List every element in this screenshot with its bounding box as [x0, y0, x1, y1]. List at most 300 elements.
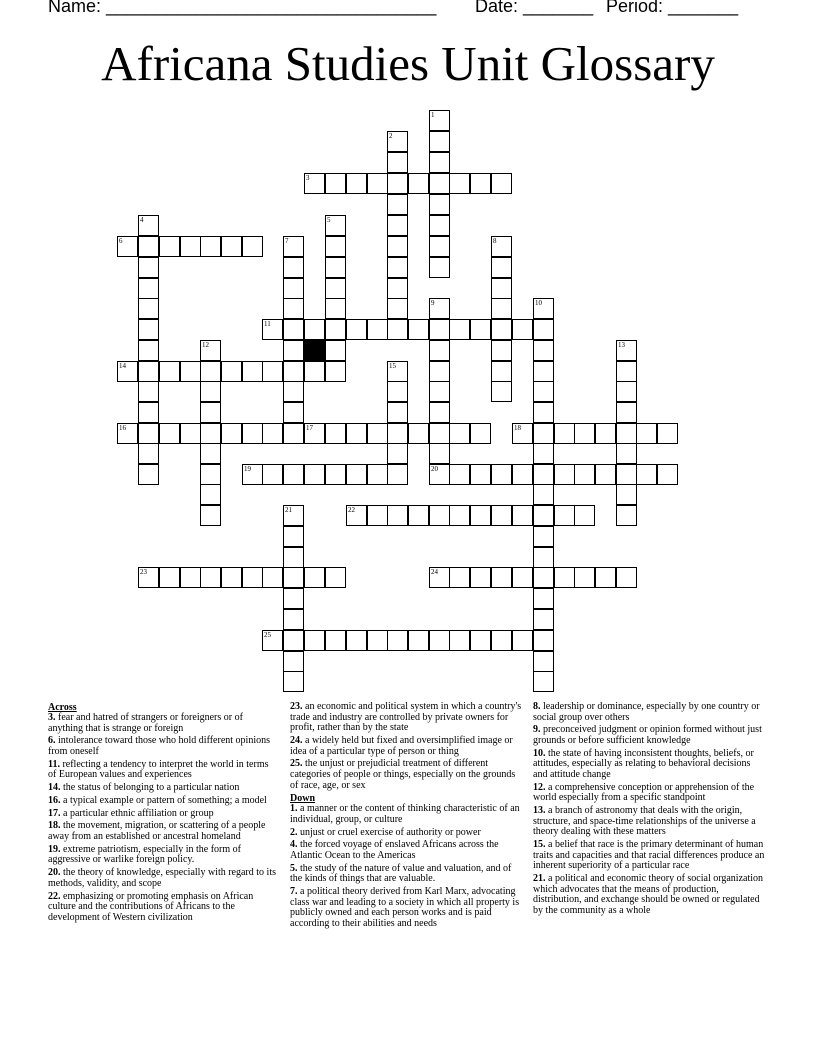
crossword-cell[interactable] [533, 361, 554, 382]
clue-number: 23 [140, 568, 147, 576]
crossword-cell[interactable] [657, 464, 678, 485]
crossword-cell[interactable] [387, 173, 408, 194]
crossword-cell[interactable] [408, 173, 429, 194]
crossword-cell[interactable] [262, 567, 283, 588]
crossword-cell[interactable] [200, 423, 221, 444]
clue-text: a political and economic theory of social organization which advocates that the means of production, distribution, and exchange should be owned or regulated by the community as a whole [533, 873, 764, 916]
crossword-cell[interactable] [533, 505, 554, 526]
crossword-cell[interactable] [491, 319, 512, 340]
crossword-cell[interactable] [325, 464, 346, 485]
crossword-cell[interactable] [429, 236, 450, 257]
crossword-cell[interactable] [325, 278, 346, 299]
crossword-cell[interactable] [449, 319, 470, 340]
clue-number: 2 [389, 132, 393, 140]
crossword-cell[interactable] [304, 361, 325, 382]
crossword-cell[interactable] [491, 298, 512, 319]
crossword-cell[interactable] [595, 464, 616, 485]
crossword-cell[interactable] [159, 236, 180, 257]
crossword-cell[interactable] [616, 484, 637, 505]
crossword-cell[interactable] [283, 609, 304, 630]
crossword-cell[interactable] [159, 423, 180, 444]
clue-number-label: 13. [533, 805, 546, 817]
crossword-cell[interactable] [408, 319, 429, 340]
clue-item [48, 892, 276, 924]
crossword-cell[interactable] [283, 526, 304, 547]
crossword-cell[interactable] [387, 236, 408, 257]
crossword-cell[interactable] [429, 298, 450, 319]
crossword-cell[interactable] [180, 423, 201, 444]
crossword-cell[interactable] [533, 567, 554, 588]
crossword-cell[interactable] [304, 464, 325, 485]
crossword-cell[interactable] [283, 278, 304, 299]
crossword-cell[interactable] [387, 381, 408, 402]
date-field[interactable]: Date: _______ [475, 0, 594, 16]
crossword-cell[interactable] [283, 257, 304, 278]
crossword-cell[interactable] [616, 381, 637, 402]
crossword-cell[interactable] [200, 381, 221, 402]
crossword-cell[interactable] [200, 484, 221, 505]
crossword-cell[interactable] [387, 194, 408, 215]
crossword-cell[interactable] [512, 319, 533, 340]
crossword-cell[interactable] [387, 152, 408, 173]
crossword-cell[interactable] [512, 630, 533, 651]
crossword-cell[interactable] [387, 361, 408, 382]
clue-number: 15 [389, 362, 396, 370]
crossword-cell[interactable] [242, 236, 263, 257]
crossword-cell[interactable] [429, 630, 450, 651]
clue-number: 18 [514, 424, 521, 432]
crossword-cell[interactable] [470, 173, 491, 194]
crossword-cell[interactable] [449, 567, 470, 588]
crossword-cell[interactable] [574, 505, 595, 526]
crossword-cell[interactable] [429, 194, 450, 215]
crossword-cell[interactable] [636, 423, 657, 444]
crossword-cell[interactable] [616, 505, 637, 526]
crossword-cell[interactable] [491, 630, 512, 651]
crossword-cell[interactable] [283, 547, 304, 568]
crossword-cell[interactable] [367, 630, 388, 651]
clue-number-label: 18. [48, 820, 61, 832]
crossword-cell[interactable] [387, 443, 408, 464]
crossword-cell[interactable] [138, 278, 159, 299]
crossword-cell[interactable] [491, 173, 512, 194]
clue-number-label: 20. [48, 867, 61, 879]
crossword-cell[interactable] [283, 340, 304, 361]
crossword-cell[interactable] [429, 381, 450, 402]
crossword-cell[interactable] [283, 381, 304, 402]
clue-number: 1 [431, 111, 435, 119]
clue-number: 13 [618, 341, 625, 349]
crossword-cell[interactable] [283, 630, 304, 651]
clue-number-label: 22. [48, 890, 61, 902]
crossword-cell[interactable] [325, 257, 346, 278]
crossword-cell[interactable] [262, 464, 283, 485]
crossword-cell[interactable] [387, 319, 408, 340]
clue-number-label: 8. [533, 701, 541, 712]
crossword-cell[interactable] [200, 505, 221, 526]
crossword-cell[interactable] [387, 464, 408, 485]
crossword-cell[interactable] [283, 236, 304, 257]
crossword-cell[interactable] [325, 423, 346, 444]
clue-item [533, 840, 767, 872]
crossword-cell[interactable] [138, 257, 159, 278]
crossword-cell[interactable] [554, 505, 575, 526]
clue-number-label: 14. [48, 782, 61, 794]
clue-number-label: 9. [533, 724, 541, 736]
crossword-cell[interactable] [180, 567, 201, 588]
crossword-cell[interactable] [221, 423, 242, 444]
clue-text: the state of having inconsistent thoughts, beliefs, or attitudes, especially as relating to behavioral decisions and attitude change [533, 747, 754, 780]
crossword-cell[interactable] [325, 630, 346, 651]
crossword-cell[interactable] [304, 567, 325, 588]
crossword-cell[interactable] [346, 505, 367, 526]
crossword-cell[interactable] [636, 464, 657, 485]
crossword-cell[interactable] [533, 298, 554, 319]
clue-text: the theory of knowledge, especially with regard to its methods, validity, and scope [48, 867, 276, 889]
crossword-cell[interactable] [533, 319, 554, 340]
clue-text: a political theory derived from Karl Marx, advocating class war and leading to a society in which all property is publicly owned and each person works and is paid according to their abilities and needs [290, 886, 520, 929]
crossword-cell[interactable] [138, 381, 159, 402]
crossword-cell[interactable] [387, 505, 408, 526]
crossword-cell[interactable] [325, 567, 346, 588]
clue-item [290, 736, 524, 757]
clue-text: a branch of astronomy that deals with the origin, structure, and space-time relationships of the universe a theory dealing with these matters [533, 805, 756, 838]
crossword-cell[interactable] [387, 257, 408, 278]
crossword-cell[interactable] [387, 215, 408, 236]
crossword-cell[interactable] [616, 402, 637, 423]
crossword-cell[interactable] [533, 609, 554, 630]
crossword-cell[interactable] [221, 236, 242, 257]
crossword-cell[interactable] [533, 547, 554, 568]
clue-number: 19 [244, 465, 251, 473]
clue-number: 3 [306, 174, 310, 182]
crossword-cell[interactable] [470, 630, 491, 651]
crossword-cell[interactable] [200, 567, 221, 588]
clue-number: 24 [431, 568, 438, 576]
clue-item [290, 702, 524, 734]
crossword-cell[interactable] [159, 361, 180, 382]
crossword-cell[interactable] [554, 423, 575, 444]
crossword-cell[interactable] [533, 443, 554, 464]
clue-text: an economic and political system in which a country's trade and industry are controlled by private owners for profit, rather than by the state [290, 701, 522, 734]
crossword-cell[interactable] [283, 464, 304, 485]
clue-item [48, 783, 276, 794]
crossword-cell[interactable] [491, 361, 512, 382]
clue-text: a comprehensive conception or apprehension of the world especially from a specific standpoint [533, 781, 755, 804]
clue-item [533, 702, 767, 723]
crossword-cell[interactable] [429, 215, 450, 236]
crossword-cell[interactable] [533, 340, 554, 361]
name-field[interactable]: Name: _________________________________ [48, 0, 437, 16]
crossword-cell[interactable] [491, 278, 512, 299]
crossword-cell[interactable] [180, 236, 201, 257]
crossword-cell[interactable] [262, 630, 283, 651]
crossword-cell[interactable] [491, 236, 512, 257]
crossword-cell[interactable] [325, 236, 346, 257]
crossword-cell[interactable] [429, 173, 450, 194]
clue-item [533, 725, 767, 746]
crossword-cell[interactable] [554, 567, 575, 588]
crossword-cell[interactable] [387, 423, 408, 444]
crossword-cell[interactable] [533, 651, 554, 672]
crossword-cell[interactable] [387, 630, 408, 651]
crossword-cell[interactable] [408, 505, 429, 526]
clue-number: 25 [264, 631, 271, 639]
crossword-cell[interactable] [491, 567, 512, 588]
crossword-cell[interactable] [491, 464, 512, 485]
crossword-cell[interactable] [429, 361, 450, 382]
crossword-cell[interactable] [200, 340, 221, 361]
crossword-cell[interactable] [283, 319, 304, 340]
crossword-cell[interactable] [117, 423, 138, 444]
crossword-cell[interactable] [200, 236, 221, 257]
across-heading: Across [48, 702, 77, 713]
crossword-cell[interactable] [283, 588, 304, 609]
crossword-cell[interactable] [574, 423, 595, 444]
clue-number-label: 2. [290, 826, 298, 838]
crossword-cell[interactable] [283, 402, 304, 423]
crossword-cell[interactable] [138, 402, 159, 423]
crossword-cell[interactable] [449, 423, 470, 444]
crossword-cell[interactable] [595, 567, 616, 588]
crossword-cell[interactable] [491, 257, 512, 278]
crossword-cell[interactable] [616, 423, 637, 444]
crossword-cell[interactable] [138, 215, 159, 236]
crossword-cell[interactable] [262, 319, 283, 340]
crossword-cell[interactable] [408, 423, 429, 444]
crossword-cell[interactable] [429, 567, 450, 588]
clue-number-label: 7. [290, 886, 298, 898]
down-clues-column [533, 702, 767, 919]
clue-item [48, 809, 276, 820]
crossword-cell[interactable] [200, 464, 221, 485]
crossword-cell[interactable] [283, 298, 304, 319]
crossword-cell[interactable] [242, 464, 263, 485]
clue-number-label: 6. [48, 735, 56, 747]
crossword-cell[interactable] [429, 464, 450, 485]
crossword-cell[interactable] [449, 505, 470, 526]
crossword-cell[interactable] [367, 423, 388, 444]
crossword-cell[interactable] [159, 567, 180, 588]
crossword-cell[interactable] [387, 131, 408, 152]
crossword-cell[interactable] [346, 319, 367, 340]
clue-text: the forced voyage of enslaved Africans across the Atlantic Ocean to the Americas [290, 839, 499, 862]
crossword-cell[interactable] [138, 319, 159, 340]
crossword-cell[interactable] [491, 381, 512, 402]
clue-number-label: 24. [290, 734, 303, 746]
crossword-cell[interactable] [138, 443, 159, 464]
crossword-cell[interactable] [616, 464, 637, 485]
crossword-cell[interactable] [221, 567, 242, 588]
crossword-cell[interactable] [387, 298, 408, 319]
crossword-cell[interactable] [470, 423, 491, 444]
crossword-cell[interactable] [283, 361, 304, 382]
clue-number-label: 23. [290, 701, 303, 712]
crossword-cell[interactable] [533, 588, 554, 609]
crossword-cell[interactable] [117, 361, 138, 382]
crossword-cell[interactable] [429, 423, 450, 444]
clue-text: the status of belonging to a particular nation [60, 782, 240, 794]
crossword-cell[interactable] [325, 340, 346, 361]
clue-number: 16 [119, 424, 126, 432]
crossword-cell[interactable] [429, 402, 450, 423]
clue-text: leadership or dominance, especially by one country or social group over others [533, 701, 760, 723]
crossword-cell[interactable] [200, 361, 221, 382]
crossword-cell[interactable] [574, 464, 595, 485]
crossword-cell[interactable] [616, 340, 637, 361]
crossword-cell[interactable] [325, 173, 346, 194]
crossword-cell[interactable] [283, 567, 304, 588]
crossword-cell[interactable] [138, 340, 159, 361]
crossword-cell[interactable] [346, 464, 367, 485]
clue-number-label: 4. [290, 839, 298, 851]
clue-number-label: 1. [290, 803, 298, 815]
clue-text: a belief that race is the primary determinant of human traits and capacities and that racial differences produce an inherent superiority of a particular race [533, 839, 765, 872]
crossword-cell[interactable] [138, 423, 159, 444]
clue-item [290, 887, 524, 929]
crossword-cell[interactable] [387, 402, 408, 423]
crossword-cell[interactable] [429, 319, 450, 340]
crossword-cell[interactable] [138, 361, 159, 382]
crossword-cell[interactable] [221, 361, 242, 382]
crossword-cell[interactable] [491, 340, 512, 361]
crossword-cell[interactable] [283, 505, 304, 526]
crossword-cell[interactable] [512, 567, 533, 588]
crossword-cell[interactable] [533, 402, 554, 423]
crossword-cell[interactable] [367, 464, 388, 485]
clue-text: fear and hatred of strangers or foreigners or of anything that is strange or foreign [48, 712, 243, 734]
clue-text: emphasizing or promoting emphasis on African culture and the contributions of Africans to the development of Western civilization [48, 890, 254, 923]
crossword-cell[interactable] [470, 505, 491, 526]
crossword-cell[interactable] [367, 173, 388, 194]
crossword-cell[interactable] [200, 443, 221, 464]
crossword-cell[interactable] [429, 152, 450, 173]
crossword-cell[interactable] [283, 423, 304, 444]
clue-item [290, 759, 524, 791]
crossword-cell[interactable] [180, 361, 201, 382]
crossword-cell[interactable] [533, 423, 554, 444]
clue-number: 7 [285, 237, 289, 245]
crossword-cell[interactable] [325, 215, 346, 236]
crossword-cell[interactable] [138, 236, 159, 257]
crossword-cell[interactable] [283, 651, 304, 672]
crossword-cell[interactable] [138, 464, 159, 485]
crossword-cell[interactable] [242, 567, 263, 588]
crossword-cell[interactable] [304, 423, 325, 444]
clue-item [48, 868, 276, 889]
clue-text: a widely held but fixed and oversimplified image or idea of a particular type of person or thing [290, 734, 513, 757]
crossword-cell[interactable] [138, 298, 159, 319]
clue-number: 11 [264, 320, 271, 328]
crossword-cell[interactable] [325, 319, 346, 340]
crossword-cell[interactable] [449, 630, 470, 651]
crossword-cell[interactable] [325, 298, 346, 319]
crossword-cell[interactable] [616, 361, 637, 382]
clue-text: intolerance toward those who hold different opinions from oneself [48, 735, 270, 757]
crossword-cell[interactable] [554, 464, 575, 485]
crossword-cell[interactable] [200, 402, 221, 423]
crossword-cell[interactable] [470, 567, 491, 588]
crossword-cell[interactable] [387, 278, 408, 299]
crossword-cell[interactable] [470, 319, 491, 340]
crossword-cell[interactable] [533, 526, 554, 547]
crossword-cell[interactable] [533, 484, 554, 505]
crossword-cell[interactable] [138, 567, 159, 588]
crossword-cell[interactable] [595, 423, 616, 444]
crossword-cell[interactable] [616, 567, 637, 588]
crossword-cell[interactable] [533, 464, 554, 485]
page-title: Africana Studies Unit Glossary [101, 36, 715, 91]
clue-number: 14 [119, 362, 126, 370]
crossword-cell[interactable] [367, 505, 388, 526]
period-field[interactable]: Period: _______ [606, 0, 739, 16]
crossword-cell[interactable] [346, 630, 367, 651]
clue-item [48, 760, 276, 781]
crossword-cell[interactable] [512, 423, 533, 444]
clue-item [533, 806, 767, 838]
crossword-cell[interactable] [408, 630, 429, 651]
clue-number: 17 [306, 424, 313, 432]
clue-number-label: 3. [48, 712, 56, 723]
crossword-cell[interactable] [657, 423, 678, 444]
crossword-cell[interactable] [429, 257, 450, 278]
crossword-cell[interactable] [117, 236, 138, 257]
clue-number: 10 [535, 299, 542, 307]
crossword-cell[interactable] [367, 319, 388, 340]
crossword-cell[interactable] [512, 505, 533, 526]
clue-number-label: 19. [48, 843, 61, 855]
crossword-cell[interactable] [242, 423, 263, 444]
crossword-cell[interactable] [470, 464, 491, 485]
crossword-cell[interactable] [242, 361, 263, 382]
crossword-cell[interactable] [429, 131, 450, 152]
black-cell [304, 340, 325, 361]
crossword-cell[interactable] [491, 505, 512, 526]
crossword-cell[interactable] [429, 110, 450, 131]
crossword-cell[interactable] [346, 173, 367, 194]
clue-number-label: 12. [533, 781, 546, 793]
crossword-cell[interactable] [429, 505, 450, 526]
crossword-cell[interactable] [304, 319, 325, 340]
crossword-cell[interactable] [304, 630, 325, 651]
crossword-cell[interactable] [262, 423, 283, 444]
crossword-cell[interactable] [304, 173, 325, 194]
clue-number: 4 [140, 216, 144, 224]
crossword-cell[interactable] [533, 671, 554, 692]
crossword-cell[interactable] [449, 173, 470, 194]
mixed-clues-column [290, 702, 524, 932]
crossword-cell[interactable] [574, 567, 595, 588]
crossword-cell[interactable] [533, 381, 554, 402]
crossword-cell[interactable] [533, 630, 554, 651]
crossword-cell[interactable] [262, 361, 283, 382]
crossword-cell[interactable] [283, 671, 304, 692]
clue-number-label: 17. [48, 807, 61, 819]
clue-number-label: 21. [533, 873, 546, 885]
across-clues-column [48, 702, 276, 926]
clue-number-label: 10. [533, 747, 546, 759]
crossword-cell[interactable] [616, 443, 637, 464]
crossword-cell[interactable] [429, 443, 450, 464]
crossword-cell[interactable] [429, 340, 450, 361]
clue-number-label: 25. [290, 758, 303, 770]
crossword-cell[interactable] [346, 423, 367, 444]
crossword-cell[interactable] [325, 361, 346, 382]
clue-item [533, 749, 767, 781]
crossword-cell[interactable] [449, 464, 470, 485]
crossword-cell[interactable] [512, 464, 533, 485]
clue-text: a typical example or pattern of something; a model [60, 794, 267, 806]
